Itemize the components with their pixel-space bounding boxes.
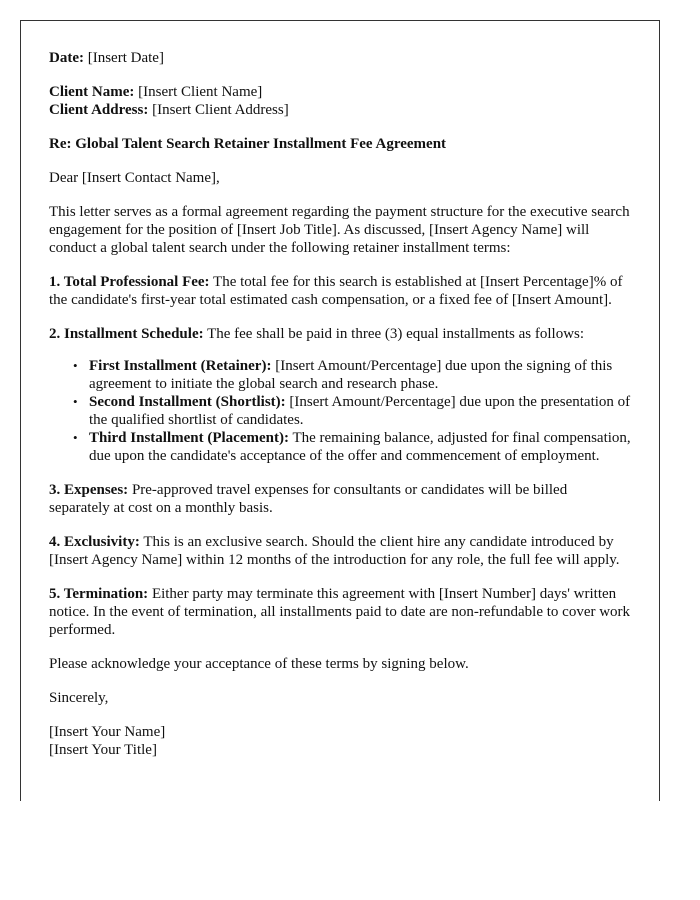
installment-heading: Second Installment (Shortlist): xyxy=(89,394,286,410)
section-body: The total fee for this search is established at [Insert Percentage]% of the candidate's first-year total estimated cash compensation, or a fixed fee of [Insert Amount]. xyxy=(49,274,623,308)
section-heading: 3. Expenses: xyxy=(49,482,129,498)
bullet-icon: • xyxy=(73,394,78,409)
letter-frame xyxy=(20,20,660,801)
section-body: Either party may terminate this agreement with [Insert Number] days' written notice. In the event of termination, all installments paid to date are non-refundable to cover work performed. xyxy=(49,586,631,638)
installment-list xyxy=(49,357,631,465)
subject: Re: Global Talent Search Retainer Installment Fee Agreement xyxy=(49,136,447,152)
section-heading: 1. Total Professional Fee: xyxy=(49,274,210,290)
bullet-icon: • xyxy=(73,358,78,373)
client-name-value: [Insert Client Name] xyxy=(138,84,263,100)
bullet-icon: • xyxy=(73,430,78,445)
installment-item-third xyxy=(73,429,631,465)
date-value: [Insert Date] xyxy=(87,50,164,66)
section-installment-schedule xyxy=(49,325,631,343)
section-expenses xyxy=(49,481,631,517)
date-line xyxy=(49,49,631,67)
client-address-label: Client Address: xyxy=(49,102,149,118)
section-heading: 4. Exclusivity: xyxy=(49,534,140,550)
client-address-value: [Insert Client Address] xyxy=(152,102,289,118)
salutation: Dear [Insert Contact Name], xyxy=(49,170,220,186)
signature-title: [Insert Your Title] xyxy=(49,742,157,758)
signature-block xyxy=(49,723,631,759)
installment-body: The remaining balance, adjusted for final compensation, due upon the candidate's acceptance of the offer and commencement of employment. xyxy=(89,430,631,464)
closing: Sincerely, xyxy=(49,690,109,706)
section-exclusivity xyxy=(49,533,631,569)
subject-line xyxy=(49,135,631,153)
installment-heading: First Installment (Retainer): xyxy=(89,358,272,374)
installment-heading: Third Installment (Placement): xyxy=(89,430,289,446)
section-total-fee xyxy=(49,273,631,309)
date-label: Date: xyxy=(49,50,84,66)
acknowledgement: Please acknowledge your acceptance of these terms by signing below. xyxy=(49,656,469,672)
installment-body: [Insert Amount/Percentage] due upon the presentation of the qualified shortlist of candidates. xyxy=(89,394,631,428)
section-termination xyxy=(49,585,631,639)
installment-item-first xyxy=(73,357,631,393)
installment-body: [Insert Amount/Percentage] due upon the signing of this agreement to initiate the global search and research phase. xyxy=(89,358,613,392)
client-block xyxy=(49,83,631,119)
intro-paragraph: This letter serves as a formal agreement regarding the payment structure for the executive search engagement for the position of [Insert Job Title]. As discussed, [Insert Agency Name] will conduct a global talent search under the following retainer installment terms: xyxy=(49,204,630,256)
letter-body xyxy=(21,21,659,759)
section-heading: 2. Installment Schedule: xyxy=(49,326,204,342)
section-body: The fee shall be paid in three (3) equal installments as follows: xyxy=(203,326,585,342)
installment-item-second xyxy=(73,393,631,429)
section-body: This is an exclusive search. Should the client hire any candidate introduced by [Insert Agency Name] within 12 months of the introduction for any role, the full fee will apply. xyxy=(49,534,620,568)
section-heading: 5. Termination: xyxy=(49,586,149,602)
client-name-label: Client Name: xyxy=(49,84,135,100)
signature-name: [Insert Your Name] xyxy=(49,724,166,740)
section-body: Pre-approved travel expenses for consultants or candidates will be billed separately at cost on a monthly basis. xyxy=(49,482,568,516)
